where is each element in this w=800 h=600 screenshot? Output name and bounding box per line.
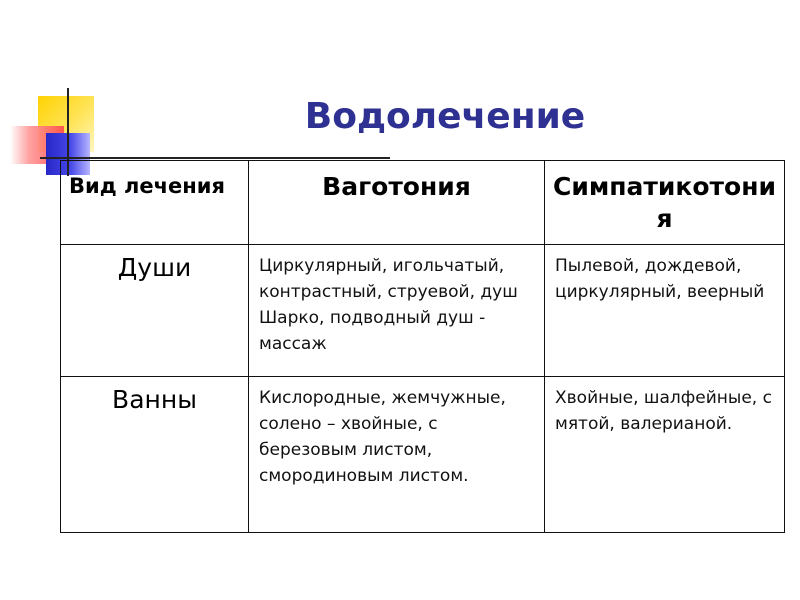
table-row (61, 245, 785, 377)
table-header-row (61, 161, 785, 245)
horizontal-line-decor (40, 157, 390, 159)
row-label-baths: Ванны (61, 377, 249, 533)
row-label-showers: Души (61, 245, 249, 377)
hydrotherapy-table (60, 160, 785, 533)
cell-baths-sympathicotonia: Хвойные, шалфейные, с мятой, валерианой. (545, 377, 785, 533)
header-treatment-type: Вид лечения (61, 161, 249, 245)
table-row (61, 377, 785, 533)
cell-showers-vagotonia: Циркулярный, игольчатый, контрастный, струевой, душ Шарко, подводный душ - массаж (249, 245, 545, 377)
cell-showers-sympathicotonia: Пылевой, дождевой, циркулярный, веерный (545, 245, 785, 377)
header-vagotonia: Ваготония (249, 161, 545, 245)
slide-title: Водолечение (304, 96, 586, 137)
header-sympathicotonia: Симпатикотония (545, 161, 785, 245)
cell-baths-vagotonia: Кислородные, жемчужные, солено – хвойные, с березовым листом, смородиновым листом. (249, 377, 545, 533)
